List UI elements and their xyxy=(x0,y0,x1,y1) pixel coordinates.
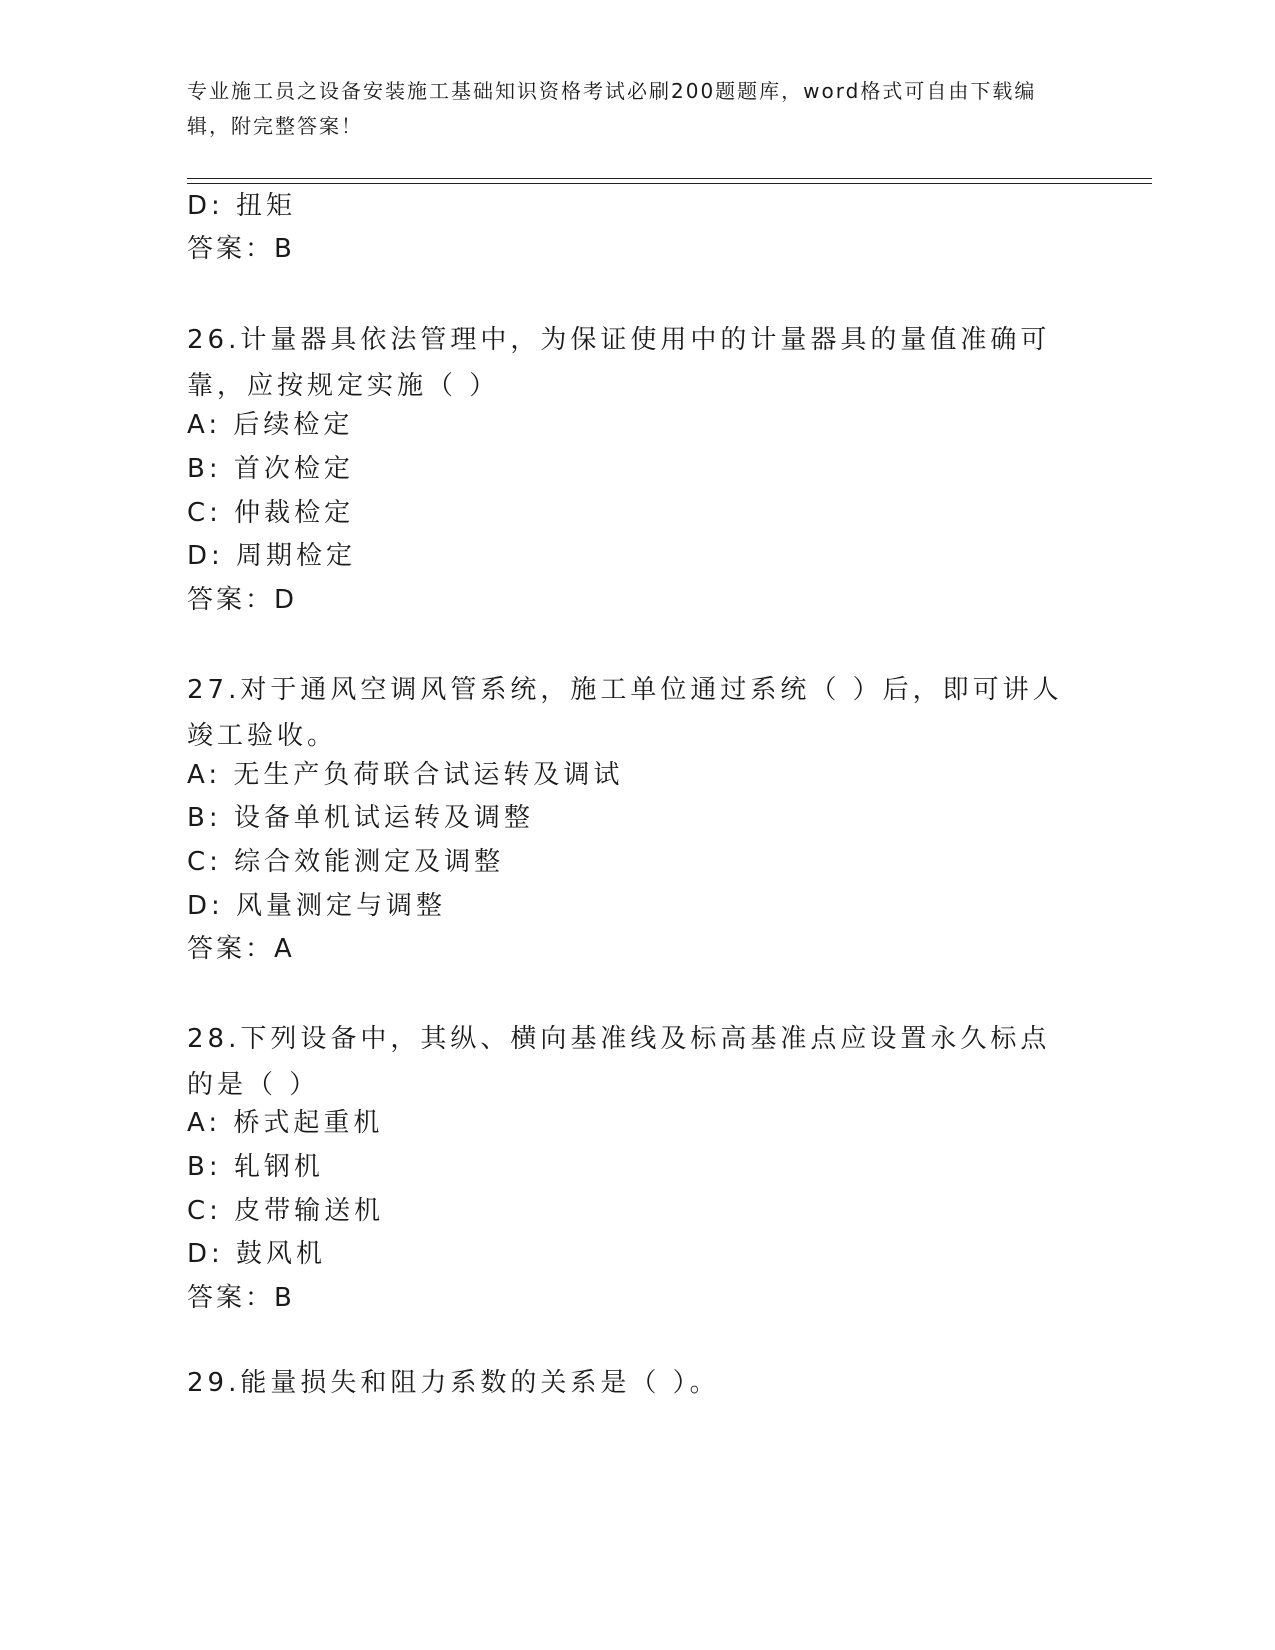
q28-stem: 28.下列设备中，其纵、横向基准线及标高基准点应设置永久标点的是（ ） xyxy=(187,1024,1051,1100)
q25-answer: 答案：B xyxy=(187,234,295,264)
q26-option-b: B: 首次检定 xyxy=(187,454,354,484)
q27-option-c: C: 综合效能测定及调整 xyxy=(187,847,505,877)
q26-answer: 答案：D xyxy=(187,585,298,615)
q26-option-d: D: 周期检定 xyxy=(187,541,357,571)
q26-stem: 26.计量器具依法管理中，为保证使用中的计量器具的量值准确可靠，应按规定实施（ ） xyxy=(187,325,1051,401)
q29-stem: 29.能量损失和阻力系数的关系是（ ）。 xyxy=(187,1368,720,1398)
q27-option-d: D: 风量测定与调整 xyxy=(187,891,447,921)
q26-option-a: A: 后续检定 xyxy=(187,410,354,440)
q28-option-b: B: 轧钢机 xyxy=(187,1152,324,1182)
q28-option-c: C: 皮带输送机 xyxy=(187,1196,385,1226)
q27-answer: 答案：A xyxy=(187,934,295,964)
q27-option-a: A: 无生产负荷联合试运转及调试 xyxy=(187,760,624,790)
q25-option-d: D: 扭矩 xyxy=(187,191,297,221)
q28-option-d: D: 鼓风机 xyxy=(187,1239,327,1269)
header-rule-top xyxy=(187,178,1152,179)
q26-option-c: C: 仲裁检定 xyxy=(187,498,355,528)
q28-option-a: A: 桥式起重机 xyxy=(187,1108,384,1138)
header-rule-bottom xyxy=(187,183,1152,184)
q28-answer: 答案：B xyxy=(187,1283,295,1313)
q27-option-b: B: 设备单机试运转及调整 xyxy=(187,803,534,833)
q27-stem: 27.对于通风空调风管系统，施工单位通过系统（ ）后，即可讲人竣工验收。 xyxy=(187,675,1063,751)
document-header: 专业施工员之设备安装施工基础知识资格考试必刷200题题库，word格式可自由下载编辑，附完整答案！ xyxy=(187,79,1037,138)
